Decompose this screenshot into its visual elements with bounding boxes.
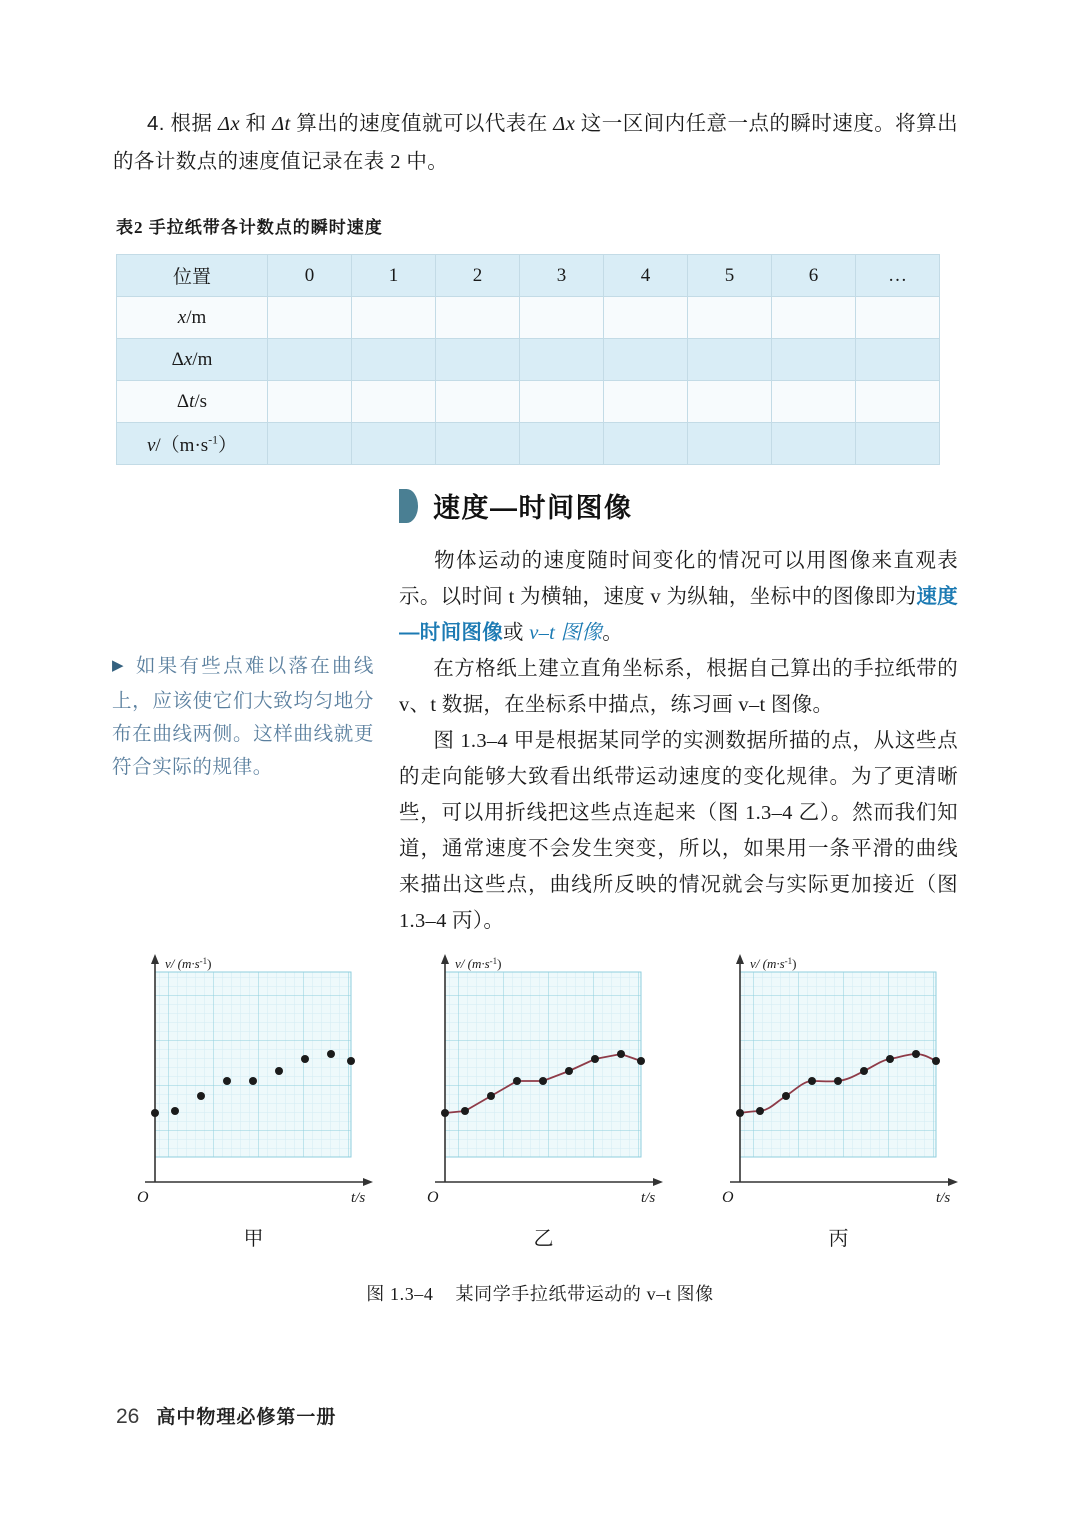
table-col-header: 6 <box>772 255 856 297</box>
table-cell[interactable] <box>856 339 940 381</box>
instantaneous-velocity-table <box>116 254 940 465</box>
panel-label-bing: 丙 <box>828 1228 850 1250</box>
table-caption: 表2 手拉纸带各计数点的瞬时速度 <box>116 218 383 237</box>
table-col-header: 4 <box>604 255 688 297</box>
table-cell[interactable] <box>772 339 856 381</box>
keyword-velocity-time-graph: 速度—时间图像 <box>399 585 958 644</box>
table-cell[interactable] <box>604 297 688 339</box>
table-cell[interactable] <box>688 339 772 381</box>
math-delta-t: Δt <box>272 113 291 135</box>
table-cell[interactable] <box>688 297 772 339</box>
paragraph-definition-a: 物体运动的速度随时间变化的情况可以用图像来直观表示。以时间 t 为横轴，速度 v 为纵轴，坐标中的图像即为 <box>399 550 958 608</box>
table-cell[interactable] <box>688 423 772 465</box>
triangle-bullet-icon: ▶ <box>112 658 125 674</box>
section-heading-label: 速度—时间图像 <box>433 493 633 523</box>
figure-caption-number: 图 1.3–4 <box>366 1284 434 1304</box>
table-cell[interactable] <box>520 339 604 381</box>
paragraph-figure-discussion <box>399 723 958 939</box>
table-row <box>117 381 940 423</box>
page-number: 26 <box>116 1405 140 1428</box>
table-col-header: 2 <box>436 255 520 297</box>
table-cell[interactable] <box>688 381 772 423</box>
figure-panel-bing <box>708 950 970 1260</box>
table-row <box>117 297 940 339</box>
table-cell[interactable] <box>604 381 688 423</box>
table-cell[interactable] <box>520 297 604 339</box>
table-cell[interactable] <box>856 381 940 423</box>
page-footer <box>116 1402 336 1429</box>
table-cell[interactable] <box>436 423 520 465</box>
table-cell[interactable] <box>520 423 604 465</box>
table-cell[interactable] <box>268 423 352 465</box>
table-cell[interactable] <box>352 297 436 339</box>
table-cell[interactable] <box>772 381 856 423</box>
panel-label-yi: 乙 <box>533 1228 555 1250</box>
keyword-vt-graph: v–t 图像 <box>529 622 603 644</box>
book-title: 高中物理必修第一册 <box>156 1407 337 1428</box>
x-axis-label: t/s <box>351 1190 366 1206</box>
paragraph-definition-end: 。 <box>602 622 624 644</box>
table-cell[interactable] <box>268 381 352 423</box>
table-cell[interactable] <box>352 423 436 465</box>
figure-caption-text: 某同学手拉纸带运动的 v–t 图像 <box>455 1284 714 1304</box>
figure-caption <box>0 1280 1080 1306</box>
table-row-label-x: x/m <box>117 297 268 339</box>
table-cell[interactable] <box>772 423 856 465</box>
table-cell[interactable] <box>856 297 940 339</box>
math-delta-x-2: Δx <box>553 113 576 135</box>
table-row-label-v: $v/(m\cdot s^{-1})$ <box>117 423 268 465</box>
table-row <box>117 339 940 381</box>
table-row-label-delta-t: Δt/s <box>117 381 268 423</box>
table-cell[interactable] <box>856 423 940 465</box>
table-col-header: 1 <box>352 255 436 297</box>
table-col-header: 3 <box>520 255 604 297</box>
section-heading <box>399 486 633 525</box>
table-col-header: … <box>856 255 940 297</box>
table-cell[interactable] <box>436 297 520 339</box>
table-row <box>117 423 940 465</box>
chart-yi <box>413 950 675 1220</box>
paragraph-definition-mid: 或 <box>503 622 530 644</box>
step-number: 4. <box>147 112 165 135</box>
panel-label-jia: 甲 <box>243 1228 265 1250</box>
table-cell[interactable] <box>352 381 436 423</box>
origin-label: O <box>427 1189 439 1206</box>
table-row-label-delta-x: Δx/m <box>117 339 268 381</box>
table-cell[interactable] <box>436 381 520 423</box>
table-cell[interactable] <box>352 339 436 381</box>
table-col-header: 0 <box>268 255 352 297</box>
chart-jia <box>123 950 385 1220</box>
y-axis-label: v/ $(m\cdot s^{-1})$ <box>165 956 212 971</box>
table-header-label: 位置 <box>117 255 268 297</box>
table-header-row <box>117 255 940 297</box>
table-cell[interactable] <box>520 381 604 423</box>
table-cell[interactable] <box>604 339 688 381</box>
figure-panel-jia <box>123 950 385 1260</box>
margin-note <box>112 650 374 784</box>
x-axis-label: t/s <box>641 1190 656 1206</box>
paragraph-plot-instruction-text: 在方格纸上建立直角坐标系，根据自己算出的手拉纸带的 v、t 数据，在坐标系中描点，练习画 v–t 图像。 <box>399 658 958 716</box>
table-cell[interactable] <box>436 339 520 381</box>
y-axis-label: v/ $(m\cdot s^{-1})$ <box>750 956 797 971</box>
origin-label: O <box>722 1189 734 1206</box>
y-axis-label: v/ $(m\cdot s^{-1})$ <box>455 956 502 971</box>
paragraph-plot-instruction <box>399 651 958 723</box>
heading-marker-icon <box>399 489 418 523</box>
paragraph-step-4: 4. 根据 Δx 和 Δt 算出的速度值就可以代表在 Δx 这一区间内任意一点的瞬时速度。将算出的各计数点的速度值记录在表 2 中。 <box>113 112 958 173</box>
x-axis-label: t/s <box>936 1190 951 1206</box>
table-cell[interactable] <box>268 297 352 339</box>
paragraph-definition <box>399 543 958 651</box>
table-cell[interactable] <box>268 339 352 381</box>
origin-label: O <box>137 1189 149 1206</box>
table-cell[interactable] <box>604 423 688 465</box>
math-delta-x: Δx <box>218 113 240 135</box>
figure-1-3-4 <box>113 950 965 1270</box>
margin-note-text: 如果有些点难以落在曲线上，应该使它们大致均匀地分布在曲线两侧。这样曲线就更符合实际的规律。 <box>112 656 374 778</box>
figure-panel-yi <box>413 950 675 1260</box>
table-cell[interactable] <box>772 297 856 339</box>
chart-bing <box>708 950 970 1220</box>
paragraph-figure-discussion-text: 图 1.3–4 甲是根据某同学的实测数据所描的点，从这些点的走向能够大致看出纸带运动速度的变化规律。为了更清晰些，可以用折线把这些点连起来（图 1.3–4 乙）。然而我们知道，通常速度不会发生突变，所以，如果用一条平滑的曲线来描出这些点，曲线所反映的情况就会与实际更加接近（图 1.3–4 丙）。 <box>399 730 958 932</box>
table-col-header: 5 <box>688 255 772 297</box>
